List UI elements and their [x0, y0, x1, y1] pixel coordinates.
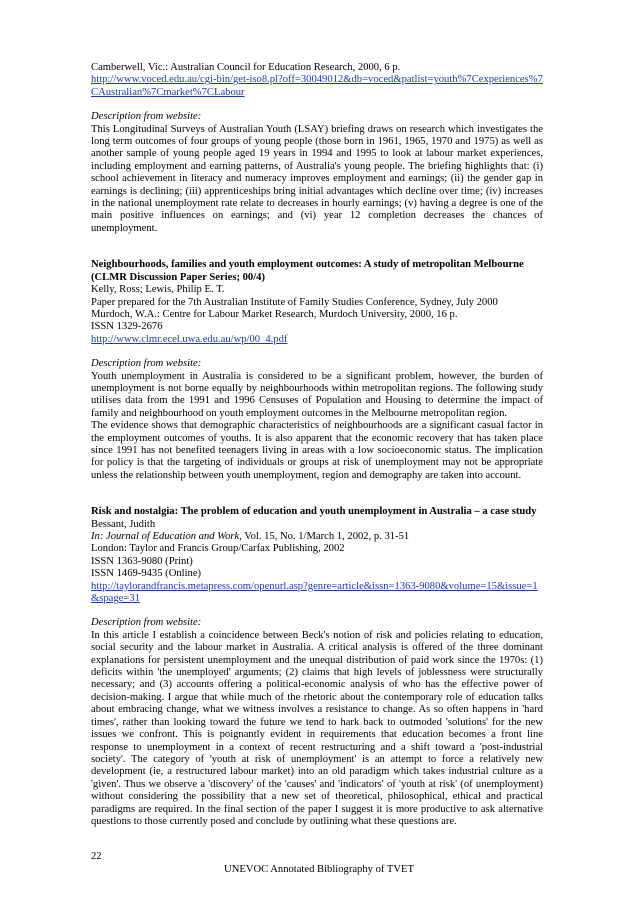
entry-url-link[interactable]: http://www.clmr.ecel.uwa.edu.au/wp/00_4.pdf	[91, 333, 288, 345]
description-label: Description from website:	[91, 617, 202, 629]
page-number: 22	[91, 851, 102, 862]
entry-journal	[91, 531, 543, 543]
description-label: Description from website:	[91, 358, 202, 370]
entry-neighbourhoods	[91, 259, 543, 482]
entry-risk-nostalgia	[91, 506, 543, 828]
journal-name: In: Journal of Education and Work	[91, 531, 240, 542]
description-label: Description from website:	[91, 111, 202, 123]
entry-issn: ISSN 1329-2676	[91, 321, 163, 333]
spacer	[91, 235, 543, 259]
entry-authors: Kelly, Ross; Lewis, Philip E. T.	[91, 284, 225, 296]
entry-url-link[interactable]: http://www.voced.edu.au/cgi-bin/get-iso8.pl?off=30049012&db=voced&patlist=youth%7Cexperiences%7CAustralian%7Cmarket%7CLabour	[91, 74, 543, 98]
document-page	[91, 62, 543, 828]
journal-details: , Vol. 15, No. 1/March 1, 2002, p. 31-51	[239, 531, 410, 542]
entry-description: In this article I establish a coincidence between Beck's notion of risk and policies relating to education, social security and the labour market in Australia. A critical analysis is offered of the three dominant explanations for persistent unemployment and the unequal distribution of paid work since the 1970s: (1) deficits within 'the unemployed' arguments; (2) claims that high levels of joblessness were structurally necessary; and (3) accounts offering a political-economic analysis of who has the effective power of decision-making. I argue that while much of the rhetoric about the contemporary role of education talks about embracing change, what we witness involves a resistance to change. As so often happens in 'hard times', rather than looking toward the future we tend to hark back to outmoded 'solutions' for the new issues we confront. This is poignantly evident in requirements that education becomes a front line response to unemployment in a context of recent restructuring and a shift toward a 'post-industrial society'. The category of 'youth at risk of unemployment' is an attempt to force a relatively new development (ie, a restructured labour market) into an old paradigm which takes industrial culture as a 'given'. Thus we observe a 'discovery' of the 'causes' and 'indicators' of 'youth at risk' (of unemployment) without considering the possibility that a new set of theoretical, philosophical, ethical and practical paradigms are required. In the final section of the paper I suggest it is more productive to ask alternative questions to those currently posed and conclude by outlining what these questions are.	[91, 629, 543, 827]
spacer	[91, 482, 543, 506]
entry-description: This Longitudinal Surveys of Australian Youth (LSAY) briefing draws on research which investigates the long term outcomes of four groups of young people (those born in 1961, 1965, 1970 and 1975) as well as another sample of young people aged 19 years in 1994 and 1995 to look at labour market experiences, including employment and earning patterns, of Australia's young people. The briefing highlights that: (i) school achievement in literacy and numeracy improves employment and earnings; (ii) the gender gap in earnings is declining; (iii) apprenticeships bring initial advantages which decline over time; (iv) increases in the national unemployment rate relate to decreases in hourly earnings; (v) having a degree is one of the main positive influences on earnings; and (vi) year 12 completion decreases the chances of unemployment.	[91, 123, 543, 234]
entry-authors: Bessant, Judith	[91, 518, 156, 530]
entry-description-continued: The evidence shows that demographic characteristics of neighbourhoods are a significant casual factor in the employment outcomes of youths. It is also apparent that the economic recovery that has taken place since 1991 has not benefited teenagers living in areas with a low socioeconomic status. The implication for policy is that the targeting of individuals or groups at risk of unemployment may not be appropriate unless the relationship between youth unemployment, region and demography are taken into account.	[91, 420, 543, 481]
entry-title: Risk and nostalgia: The problem of education and youth unemployment in Australia – a case study	[91, 506, 537, 518]
entry-publisher: Camberwell, Vic.: Australian Council for Education Research, 2000, 6 p.	[91, 62, 401, 73]
entry-url-link[interactable]: http://taylorandfrancis.metapress.com/openurl.asp?genre=article&issn=1363-9080&volume=15&issue=1&spage=31	[91, 580, 538, 605]
entry-lsay	[91, 62, 543, 235]
entry-title: Neighbourhoods, families and youth employment outcomes: A study of metropolitan Melbourne (CLMR Discussion Paper Series; 00/4)	[91, 259, 524, 283]
entry-issn-print: ISSN 1363-9080 (Print)	[91, 555, 193, 567]
entry-note: Paper prepared for the 7th Australian Institute of Family Studies Conference, Sydney, July 2000	[91, 296, 498, 308]
entry-publisher: Murdoch, W.A.: Centre for Labour Market Research, Murdoch University, 2000, 16 p.	[91, 308, 458, 320]
entry-description: Youth unemployment in Australia is considered to be a significant problem, however, the burden of unemployment is not borne equally by neighbourhoods within metropolitan regions. The following study utilises data from the 1991 and 1996 Censuses of Population and Housing to determine the impact of family and neighbourhood on youth employment outcomes in the Melbourne metropolitan region.	[91, 370, 543, 419]
entry-issn-online: ISSN 1469-9435 (Online)	[91, 568, 202, 580]
footer-title: UNEVOC Annotated Bibliography of TVET	[224, 864, 414, 875]
entry-publisher: London: Taylor and Francis Group/Carfax Publishing, 2002	[91, 543, 345, 555]
